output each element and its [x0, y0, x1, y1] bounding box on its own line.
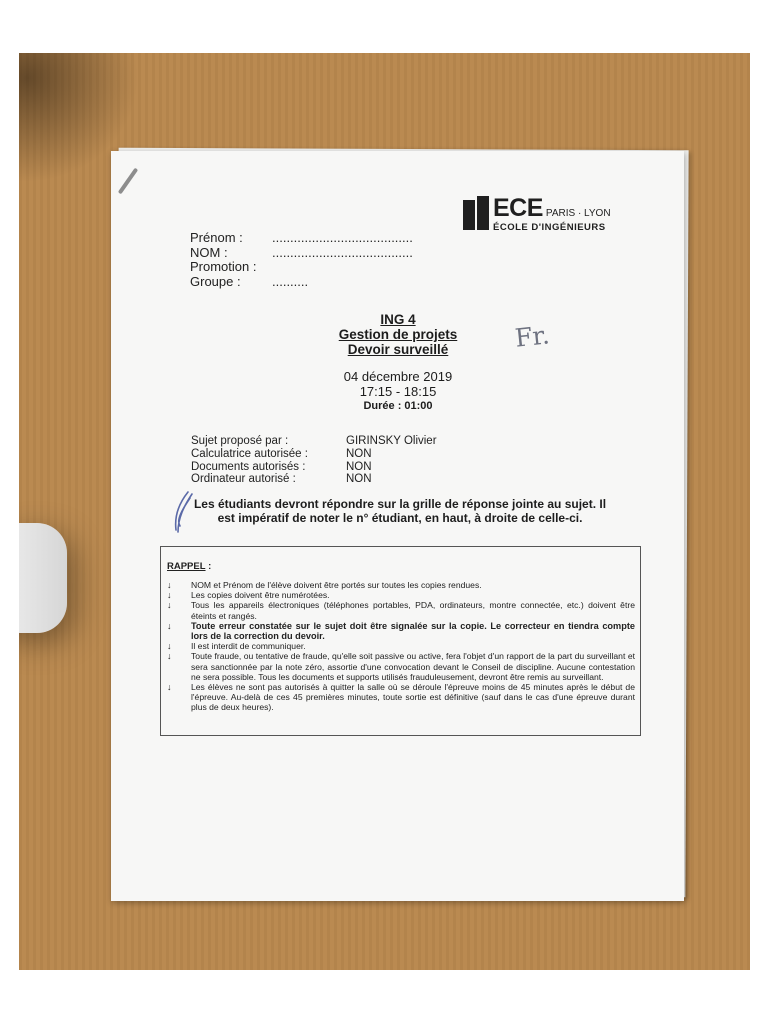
arrow-down-icon: ↓ — [167, 651, 172, 662]
info-row — [191, 435, 437, 448]
rappel-item — [167, 651, 635, 682]
logo-cities: PARIS · LYON — [545, 208, 611, 219]
field-blank: ....................................... — [272, 230, 413, 245]
rappel-title: RAPPEL — [167, 561, 206, 572]
exam-level: ING 4 — [380, 312, 416, 327]
handwritten-note: Fr. — [513, 320, 551, 353]
info-label: Documents autorisés : — [191, 460, 306, 473]
arrow-down-icon: ↓ — [167, 620, 172, 631]
rappel-item-text: Il est interdit de communiquer. — [191, 641, 306, 652]
info-value: NON — [346, 460, 372, 473]
rappel-colon: : — [205, 561, 212, 572]
ece-logo — [463, 196, 611, 233]
rappel-item — [167, 621, 635, 641]
rappel-item — [167, 600, 635, 620]
exam-title — [240, 312, 556, 357]
rappel-item-text: Tous les appareils électroniques (téléphones portables, PDA, ordinateurs, montre connectée, etc.) doivent être éteints et rangés. — [191, 600, 635, 621]
exam-date: 04 décembre 2019 — [343, 369, 453, 384]
info-row — [191, 473, 437, 486]
arrow-down-icon: ↓ — [167, 682, 172, 693]
identity-fields — [190, 231, 413, 289]
logo-subtitle: ÉCOLE D'INGÉNIEURS — [493, 222, 606, 233]
info-row — [191, 448, 437, 461]
rappel-item-text: Toute fraude, ou tentative de fraude, qu'elle soit passive ou active, fera l'objet d'un rapport de la part du surveillant et sera sanctionnée par la note zéro, assortie d'une convocation devant le Conseil de discipline. Aucune contestation ne sera possible. Tous les documents et supports utilisés frauduleusement, devront être remis au surveillant. — [191, 651, 635, 682]
exam-schedule — [240, 370, 556, 414]
exam-time: 17:15 - 18:15 — [359, 383, 437, 399]
rappel-item-text: Les copies doivent être numérotées. — [191, 590, 330, 601]
field-blank: ....................................... — [272, 244, 413, 260]
field-nom — [190, 246, 413, 261]
exam-info — [191, 435, 437, 486]
arrow-down-icon: ↓ — [167, 580, 172, 590]
exam-type: Devoir surveillé — [347, 342, 449, 357]
info-value: NON — [346, 447, 372, 460]
info-value: NON — [346, 473, 372, 486]
exam-duration: Durée : 01:00 — [363, 400, 433, 412]
info-value: GIRINSKY Olivier — [346, 435, 437, 447]
rappel-item — [167, 641, 635, 651]
exam-subject: Gestion de projets — [338, 327, 458, 342]
rappel-list — [167, 580, 635, 713]
answer-instruction: Les étudiants devront répondre sur la grille de réponse jointe au sujet. Il est impératif de noter le n° étudiant, en haut, à droite de celle-ci. — [193, 497, 607, 525]
desk-object — [19, 523, 67, 633]
rappel-item-text: Toute erreur constatée sur le sujet doit être signalée sur la copie. Le correcteur en tiendra compte lors de la correction du devoir. — [191, 620, 635, 642]
field-prenom — [190, 231, 413, 246]
rappel-box — [160, 546, 641, 736]
info-label: Calculatrice autorisée : — [191, 447, 308, 460]
logo-name: ECE — [493, 194, 543, 222]
rappel-item-text: Les élèves ne sont pas autorisés à quitter la salle où se déroule l'épreuve moins de 45 minutes après le début de l'épreuve. Au-delà de ces 45 premières minutes, toute sortie est définitive (sauf dans le cas d'une épreuve durant plus de deux heures). — [191, 682, 635, 713]
info-label: Ordinateur autorisé : — [191, 473, 296, 486]
field-label: Prénom : — [190, 230, 243, 245]
field-label: NOM : — [190, 244, 228, 260]
rappel-item — [167, 590, 635, 600]
arrow-down-icon: ↓ — [167, 600, 172, 611]
info-row — [191, 461, 437, 474]
field-promotion — [190, 260, 413, 275]
arrow-down-icon: ↓ — [167, 641, 172, 652]
rappel-item-text: NOM et Prénom de l'élève doivent être portés sur toutes les copies rendues. — [191, 580, 482, 590]
rappel-item — [167, 682, 635, 713]
ece-logo-mark-icon — [463, 196, 489, 230]
field-groupe — [190, 275, 413, 290]
field-label: Promotion : — [190, 259, 257, 274]
info-label: Sujet proposé par : — [191, 435, 289, 447]
rappel-item — [167, 580, 635, 590]
field-label: Groupe : — [190, 273, 241, 289]
arrow-down-icon: ↓ — [167, 590, 172, 601]
field-blank: .......... — [272, 273, 309, 289]
